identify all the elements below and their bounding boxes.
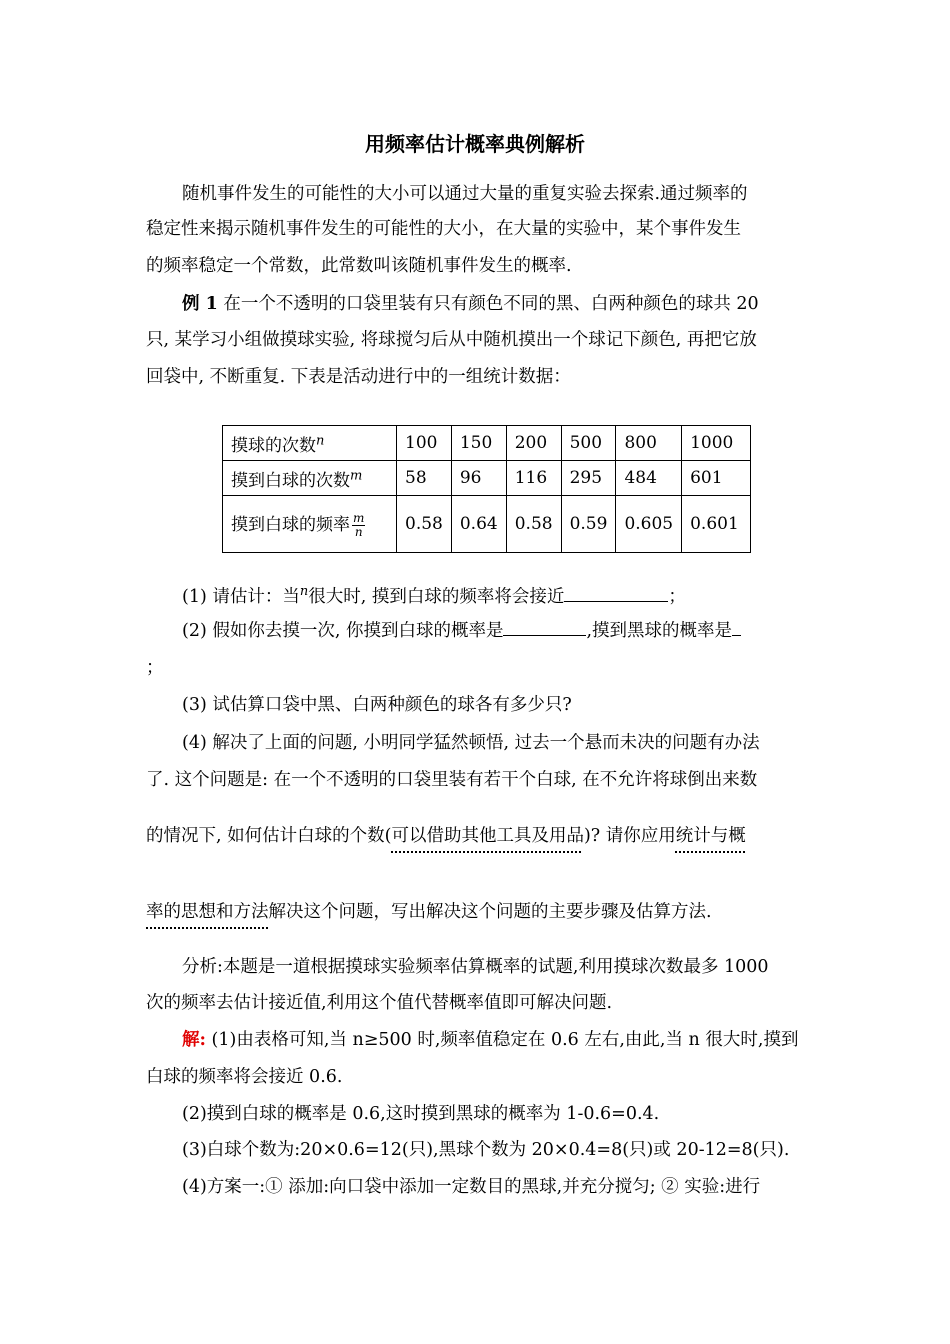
table-cell: 500 xyxy=(561,426,616,461)
table-cell: 0.64 xyxy=(451,496,506,553)
table-cell: 116 xyxy=(506,461,561,496)
question-1 xyxy=(182,579,686,610)
question-3: (3) 试估算口袋中黑、白两种颜色的球各有多少只? xyxy=(182,695,572,715)
table-cell: 601 xyxy=(682,461,751,496)
example-line-2: 只, 某学习小组做摸球实验, 将球搅匀后从中随机摸出一个球记下颜色, 再把它放 xyxy=(146,330,757,350)
row-label: 摸球的次数 xyxy=(231,435,316,456)
row-var: m xyxy=(350,467,363,483)
emphasis-text: 率的思想和方法 xyxy=(146,902,269,922)
question-2 xyxy=(182,617,741,644)
table-cell: 1000 xyxy=(682,426,751,461)
table-cell: 96 xyxy=(451,461,506,496)
table-cell: 100 xyxy=(397,426,452,461)
table-cell: 0.59 xyxy=(561,496,616,553)
emphasis-text: 可以借助其他工具及用品 xyxy=(391,826,584,846)
intro-line-3: 的频率稳定一个常数，此常数叫该随机事件发生的概率. xyxy=(146,256,572,276)
question-2-end: ； xyxy=(146,658,164,678)
intro-line-2: 稳定性来揭示随机事件发生的可能性的大小，在大量的实验中，某个事件发生 xyxy=(146,219,741,239)
example-text-1: 在一个不透明的口袋里装有只有颜色不同的黑、白两种颜色的球共 20 xyxy=(223,294,759,314)
solution-line-2: 白球的频率将会接近 0.6. xyxy=(146,1067,343,1087)
table-cell: 150 xyxy=(451,426,506,461)
solution-text-1: (1)由表格可知,当 n≥500 时,频率值稳定在 0.6 左右,由此,当 n 很大时,摸到 xyxy=(205,1030,799,1050)
q4-text-b: )? 请你应用 xyxy=(583,826,676,846)
example-line-1 xyxy=(182,291,759,317)
solution-line-5: (4)方案一:① 添加:向口袋中添加一定数目的黑球,并充分搅匀; ② 实验:进行 xyxy=(182,1177,761,1197)
q1-text-a: (1) 请估计：当 xyxy=(182,586,300,607)
fraction-numerator: m xyxy=(353,510,365,525)
question-4-line-2: 了. 这个问题是: 在一个不透明的口袋里装有若干个白球, 在不允许将球倒出来数 xyxy=(146,770,758,790)
solution-line-3: (2)摸到白球的概率是 0.6,这时摸到黑球的概率为 1-0.6=0.4. xyxy=(182,1104,660,1124)
table-cell: 0.58 xyxy=(397,496,452,553)
table-row xyxy=(223,426,751,461)
table-cell: 0.58 xyxy=(506,496,561,553)
table-cell: 800 xyxy=(616,426,682,461)
emphasis-text: 统计与概 xyxy=(675,826,746,846)
table-cell: 0.601 xyxy=(682,496,751,553)
q2-text-b: ,摸到黑球的概率是 xyxy=(586,621,733,641)
row-label: 摸到白球的次数 xyxy=(231,470,350,491)
statistics-table xyxy=(222,425,751,553)
page-title: 用频率估计概率典例解析 xyxy=(365,132,585,156)
table-cell: 0.605 xyxy=(616,496,682,553)
solution-label: 解: xyxy=(182,1030,206,1050)
q2-text-a: (2) 假如你去摸一次, 你摸到白球的概率是 xyxy=(182,621,504,641)
intro-line-1: 随机事件发生的可能性的大小可以通过大量的重复实验去探索.通过频率的 xyxy=(182,184,748,204)
q1-end: ； xyxy=(668,586,686,607)
answer-blank-2[interactable] xyxy=(503,617,586,636)
row-label: 摸到白球的频率 xyxy=(231,514,350,535)
table-row xyxy=(223,496,751,553)
fraction xyxy=(352,512,365,539)
question-4-line-3 xyxy=(146,823,746,849)
table-cell: 200 xyxy=(506,426,561,461)
fraction-denominator: n xyxy=(354,524,363,539)
table-cell: 295 xyxy=(561,461,616,496)
q1-text-b: 很大时, 摸到白球的频率将会接近 xyxy=(308,586,565,607)
analysis-line-2: 次的频率去估计接近值,利用这个值代替概率值即可解决问题. xyxy=(146,993,613,1013)
question-4-line-1: (4) 解决了上面的问题, 小明同学猛然顿悟, 过去一个悬而未决的问题有办法 xyxy=(182,733,760,753)
example-line-3: 回袋中, 不断重复. 下表是活动进行中的一组统计数据： xyxy=(146,367,571,387)
solution-line-1 xyxy=(182,1027,798,1053)
question-4-line-4 xyxy=(146,899,712,925)
row-var: n xyxy=(316,432,325,448)
answer-blank-1[interactable] xyxy=(564,583,668,602)
table-row xyxy=(223,461,751,496)
example-label: 例 1 xyxy=(182,294,218,314)
q4-text-c: 解决这个问题，写出解决这个问题的主要步骤及估算方法. xyxy=(268,902,712,922)
answer-blank-3[interactable] xyxy=(732,617,741,636)
q4-text-a: 的情况下, 如何估计白球的个数( xyxy=(146,826,392,846)
table-cell: 58 xyxy=(397,461,452,496)
row-header xyxy=(223,426,397,461)
q1-var: n xyxy=(299,584,309,599)
row-header xyxy=(223,496,397,553)
solution-line-4: (3)白球个数为:20×0.6=12(只),黑球个数为 20×0.4=8(只)或 20-12=8(只). xyxy=(182,1140,790,1160)
row-header xyxy=(223,461,397,496)
table-cell: 484 xyxy=(616,461,682,496)
analysis-line-1: 分析:本题是一道根据摸球实验频率估算概率的试题,利用摸球次数最多 1000 xyxy=(182,957,769,977)
